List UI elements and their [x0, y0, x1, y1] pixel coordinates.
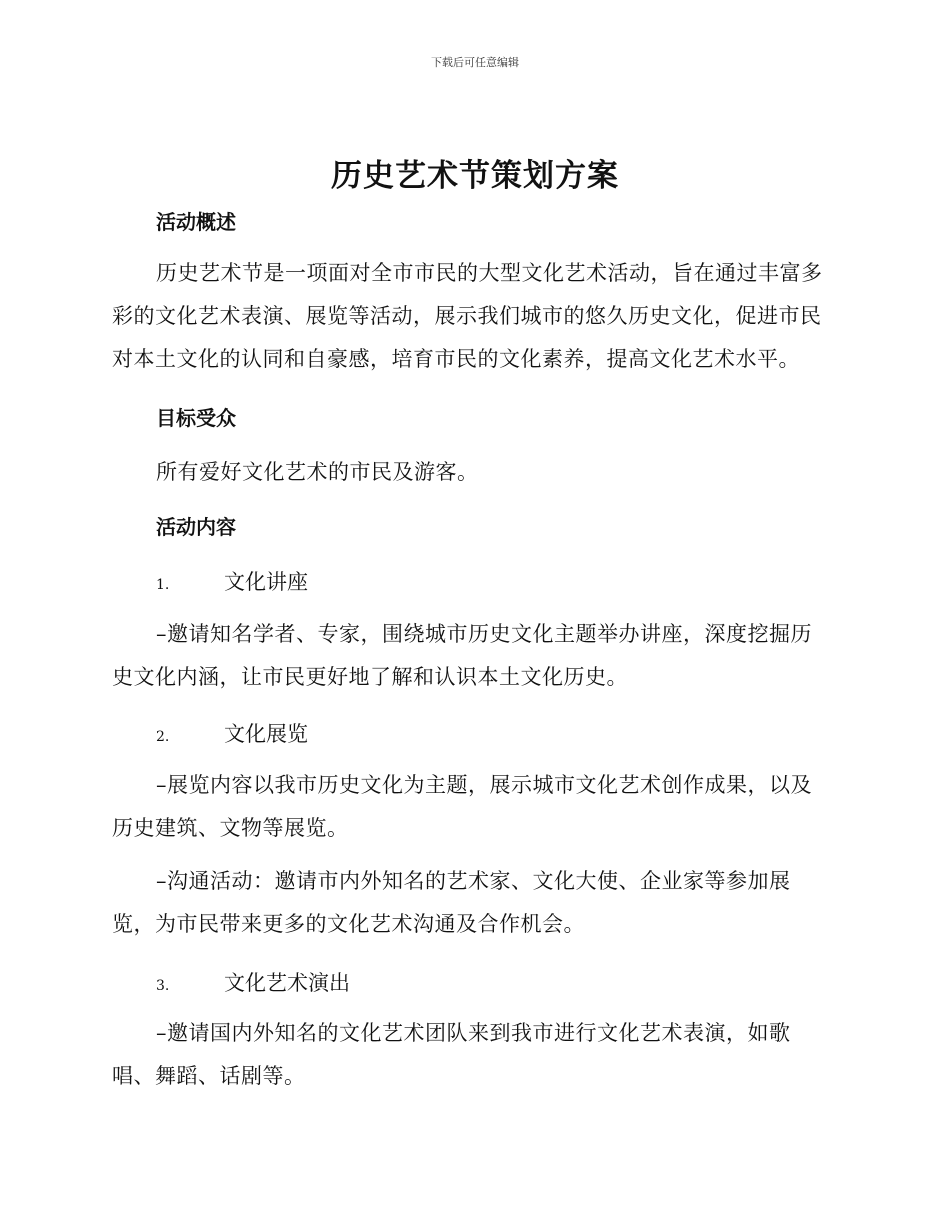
document-title: 历史艺术节策划方案 — [331, 158, 619, 194]
item-1-paragraph-1: –邀请知名学者、专家，围绕城市历史文化主题举办讲座，深度挖掘历史文化内涵，让市民更好地了解和认识本土文化历史。 — [112, 622, 812, 689]
list-item-label: 文化展览 — [224, 722, 308, 746]
list-item-label: 文化讲座 — [224, 570, 308, 594]
list-item-number: 3. — [156, 978, 170, 994]
section-heading-content: 活动内容 — [156, 515, 236, 539]
overview-paragraph: 历史艺术节是一项面对全市市民的大型文化艺术活动，旨在通过丰富多彩的文化艺术表演、展览等活动，展示我们城市的悠久历史文化，促进市民对本土文化的认同和自豪感，培育市民的文化素养，提高文化艺术水平。 — [112, 261, 823, 371]
list-item-1 — [112, 566, 874, 596]
item-2-paragraph-1: –展览内容以我市历史文化为主题，展示城市文化艺术创作成果，以及历史建筑、文物等展览。 — [112, 773, 812, 840]
section-heading-audience: 目标受众 — [156, 406, 236, 430]
item-3-paragraph-1: –邀请国内外知名的文化艺术团队来到我市进行文化艺术表演，如歌唱、舞蹈、话剧等。 — [112, 1021, 791, 1088]
list-item-label: 文化艺术演出 — [224, 971, 350, 995]
list-item-2 — [112, 718, 874, 748]
page-header-note: 下载后可任意编辑 — [431, 56, 519, 69]
list-item-3 — [112, 967, 874, 997]
item-2-paragraph-2: –沟通活动：邀请市内外知名的艺术家、文化大使、企业家等参加展览，为市民带来更多的文化艺术沟通及合作机会。 — [112, 869, 791, 936]
list-item-number: 2. — [156, 729, 170, 745]
list-item-number: 1. — [156, 577, 170, 593]
audience-paragraph: 所有爱好文化艺术的市民及游客。 — [156, 460, 479, 484]
section-heading-overview: 活动概述 — [156, 210, 236, 234]
